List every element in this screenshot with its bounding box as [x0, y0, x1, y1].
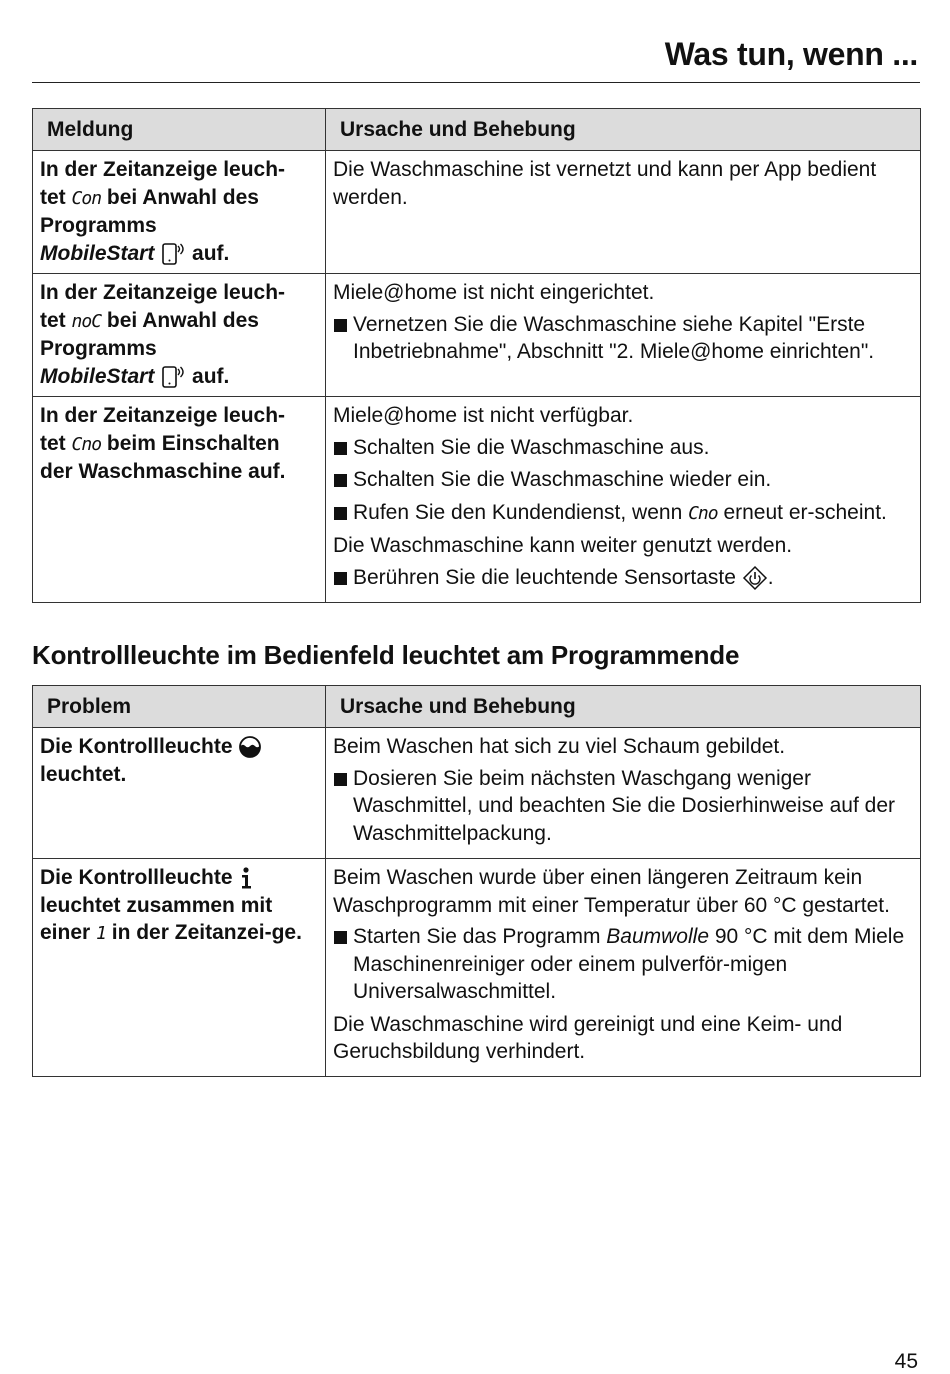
- list-item: Berühren Sie die leuchtende Sensortaste .: [333, 564, 912, 592]
- title-divider: [32, 82, 920, 83]
- bullet-square-icon: [334, 319, 347, 332]
- table-row: [33, 859, 921, 1077]
- column-header-meldung: Meldung: [33, 109, 326, 151]
- bullet-square-icon: [334, 773, 347, 786]
- info-icon: [238, 866, 254, 890]
- list-item: Schalten Sie die Waschmaschine wieder ein.: [333, 466, 912, 494]
- table-row: [33, 151, 921, 274]
- display-code: Con: [71, 187, 102, 209]
- messages-table: [32, 108, 921, 603]
- cause-cell: Beim Waschen hat sich zu viel Schaum gebildet. Dosieren Sie beim nächsten Waschgang weniger Waschmittel, und beachten Sie die Dosierhinweise auf der Waschmittelpackung.: [326, 728, 921, 859]
- problem-cell: Die Kontrollleuchte leuchtet zusammen mit einer 1 in der Zeitanzei-ge.: [33, 859, 326, 1077]
- column-header-problem: Problem: [33, 686, 326, 728]
- display-code: Cno: [71, 433, 102, 455]
- table-header-row: [33, 686, 921, 728]
- display-code: noC: [71, 310, 102, 332]
- list-item: Schalten Sie die Waschmaschine aus.: [333, 434, 912, 462]
- section-heading: Kontrollleuchte im Bedienfeld leuchtet am Programmende: [32, 640, 740, 670]
- page-title: Was tun, wenn ...: [664, 36, 918, 72]
- cause-cell: Die Waschmaschine ist vernetzt und kann per App bedient werden.: [326, 151, 921, 274]
- list-item: Dosieren Sie beim nächsten Waschgang weniger Waschmittel, und beachten Sie die Dosierhinweise auf der Waschmittelpackung.: [333, 765, 912, 848]
- mobile-start-icon: [160, 241, 186, 267]
- message-cell: In der Zeitanzeige leuch- tet Con bei Anwahl des Programms MobileStart auf.: [33, 151, 326, 274]
- column-header-ursache: Ursache und Behebung: [326, 109, 921, 151]
- table-row: [33, 728, 921, 859]
- bullet-square-icon: [334, 931, 347, 944]
- page-number: 45: [894, 1350, 918, 1373]
- table-row: [33, 397, 921, 603]
- table-row: [33, 274, 921, 397]
- message-cell: In der Zeitanzeige leuch- tet noC bei Anwahl des Programms MobileStart auf.: [33, 274, 326, 397]
- cause-cell: Beim Waschen wurde über einen längeren Zeitraum kein Waschprogramm mit einer Temperatur über 60 °C gestartet. Starten Sie das Programm Baumwolle 90 °C mit dem Miele Maschinenreiniger oder einem pulverför-migen Universalwaschmittel. Die Waschmaschine wird gereinigt und eine Keim- und Geruchsbildung verhindert.: [326, 859, 921, 1077]
- table-header-row: [33, 109, 921, 151]
- list-item: Vernetzen Sie die Waschmaschine siehe Kapitel "Erste Inbetriebnahme", Abschnitt "2. Miele@home einrichten".: [333, 311, 912, 366]
- foam-indicator-icon: [238, 735, 262, 759]
- list-item: Rufen Sie den Kundendienst, wenn Cno erneut er-scheint.: [333, 499, 912, 528]
- problem-cell: Die Kontrollleuchte leuchtet.: [33, 728, 326, 859]
- mobile-start-icon: [160, 364, 186, 390]
- display-code: 1: [96, 923, 106, 944]
- cause-cell: Miele@home ist nicht verfügbar. Schalten Sie die Waschmaschine aus. Schalten Sie die Waschmaschine wieder ein. Rufen Sie den Kundendienst, wenn Cno erneut er-scheint. Die Waschmaschine kann weiter genutzt werden. Berühren Sie die leuchtende Sensortaste .: [326, 397, 921, 603]
- bullet-square-icon: [334, 474, 347, 487]
- problems-table: [32, 685, 921, 1077]
- bullet-square-icon: [334, 572, 347, 585]
- list-item: Starten Sie das Programm Baumwolle 90 °C mit dem Miele Maschinenreiniger oder einem pulverför-migen Universalwaschmittel.: [333, 923, 912, 1006]
- cause-cell: Miele@home ist nicht eingerichtet. Vernetzen Sie die Waschmaschine siehe Kapitel "Erste Inbetriebnahme", Abschnitt "2. Miele@home einrichten".: [326, 274, 921, 397]
- bullet-square-icon: [334, 507, 347, 520]
- message-cell: In der Zeitanzeige leuch- tet Cno beim Einschalten der Waschmaschine auf.: [33, 397, 326, 603]
- bullet-square-icon: [334, 442, 347, 455]
- sensor-key-icon: [742, 565, 768, 591]
- column-header-ursache: Ursache und Behebung: [326, 686, 921, 728]
- display-code: Cno: [688, 502, 718, 524]
